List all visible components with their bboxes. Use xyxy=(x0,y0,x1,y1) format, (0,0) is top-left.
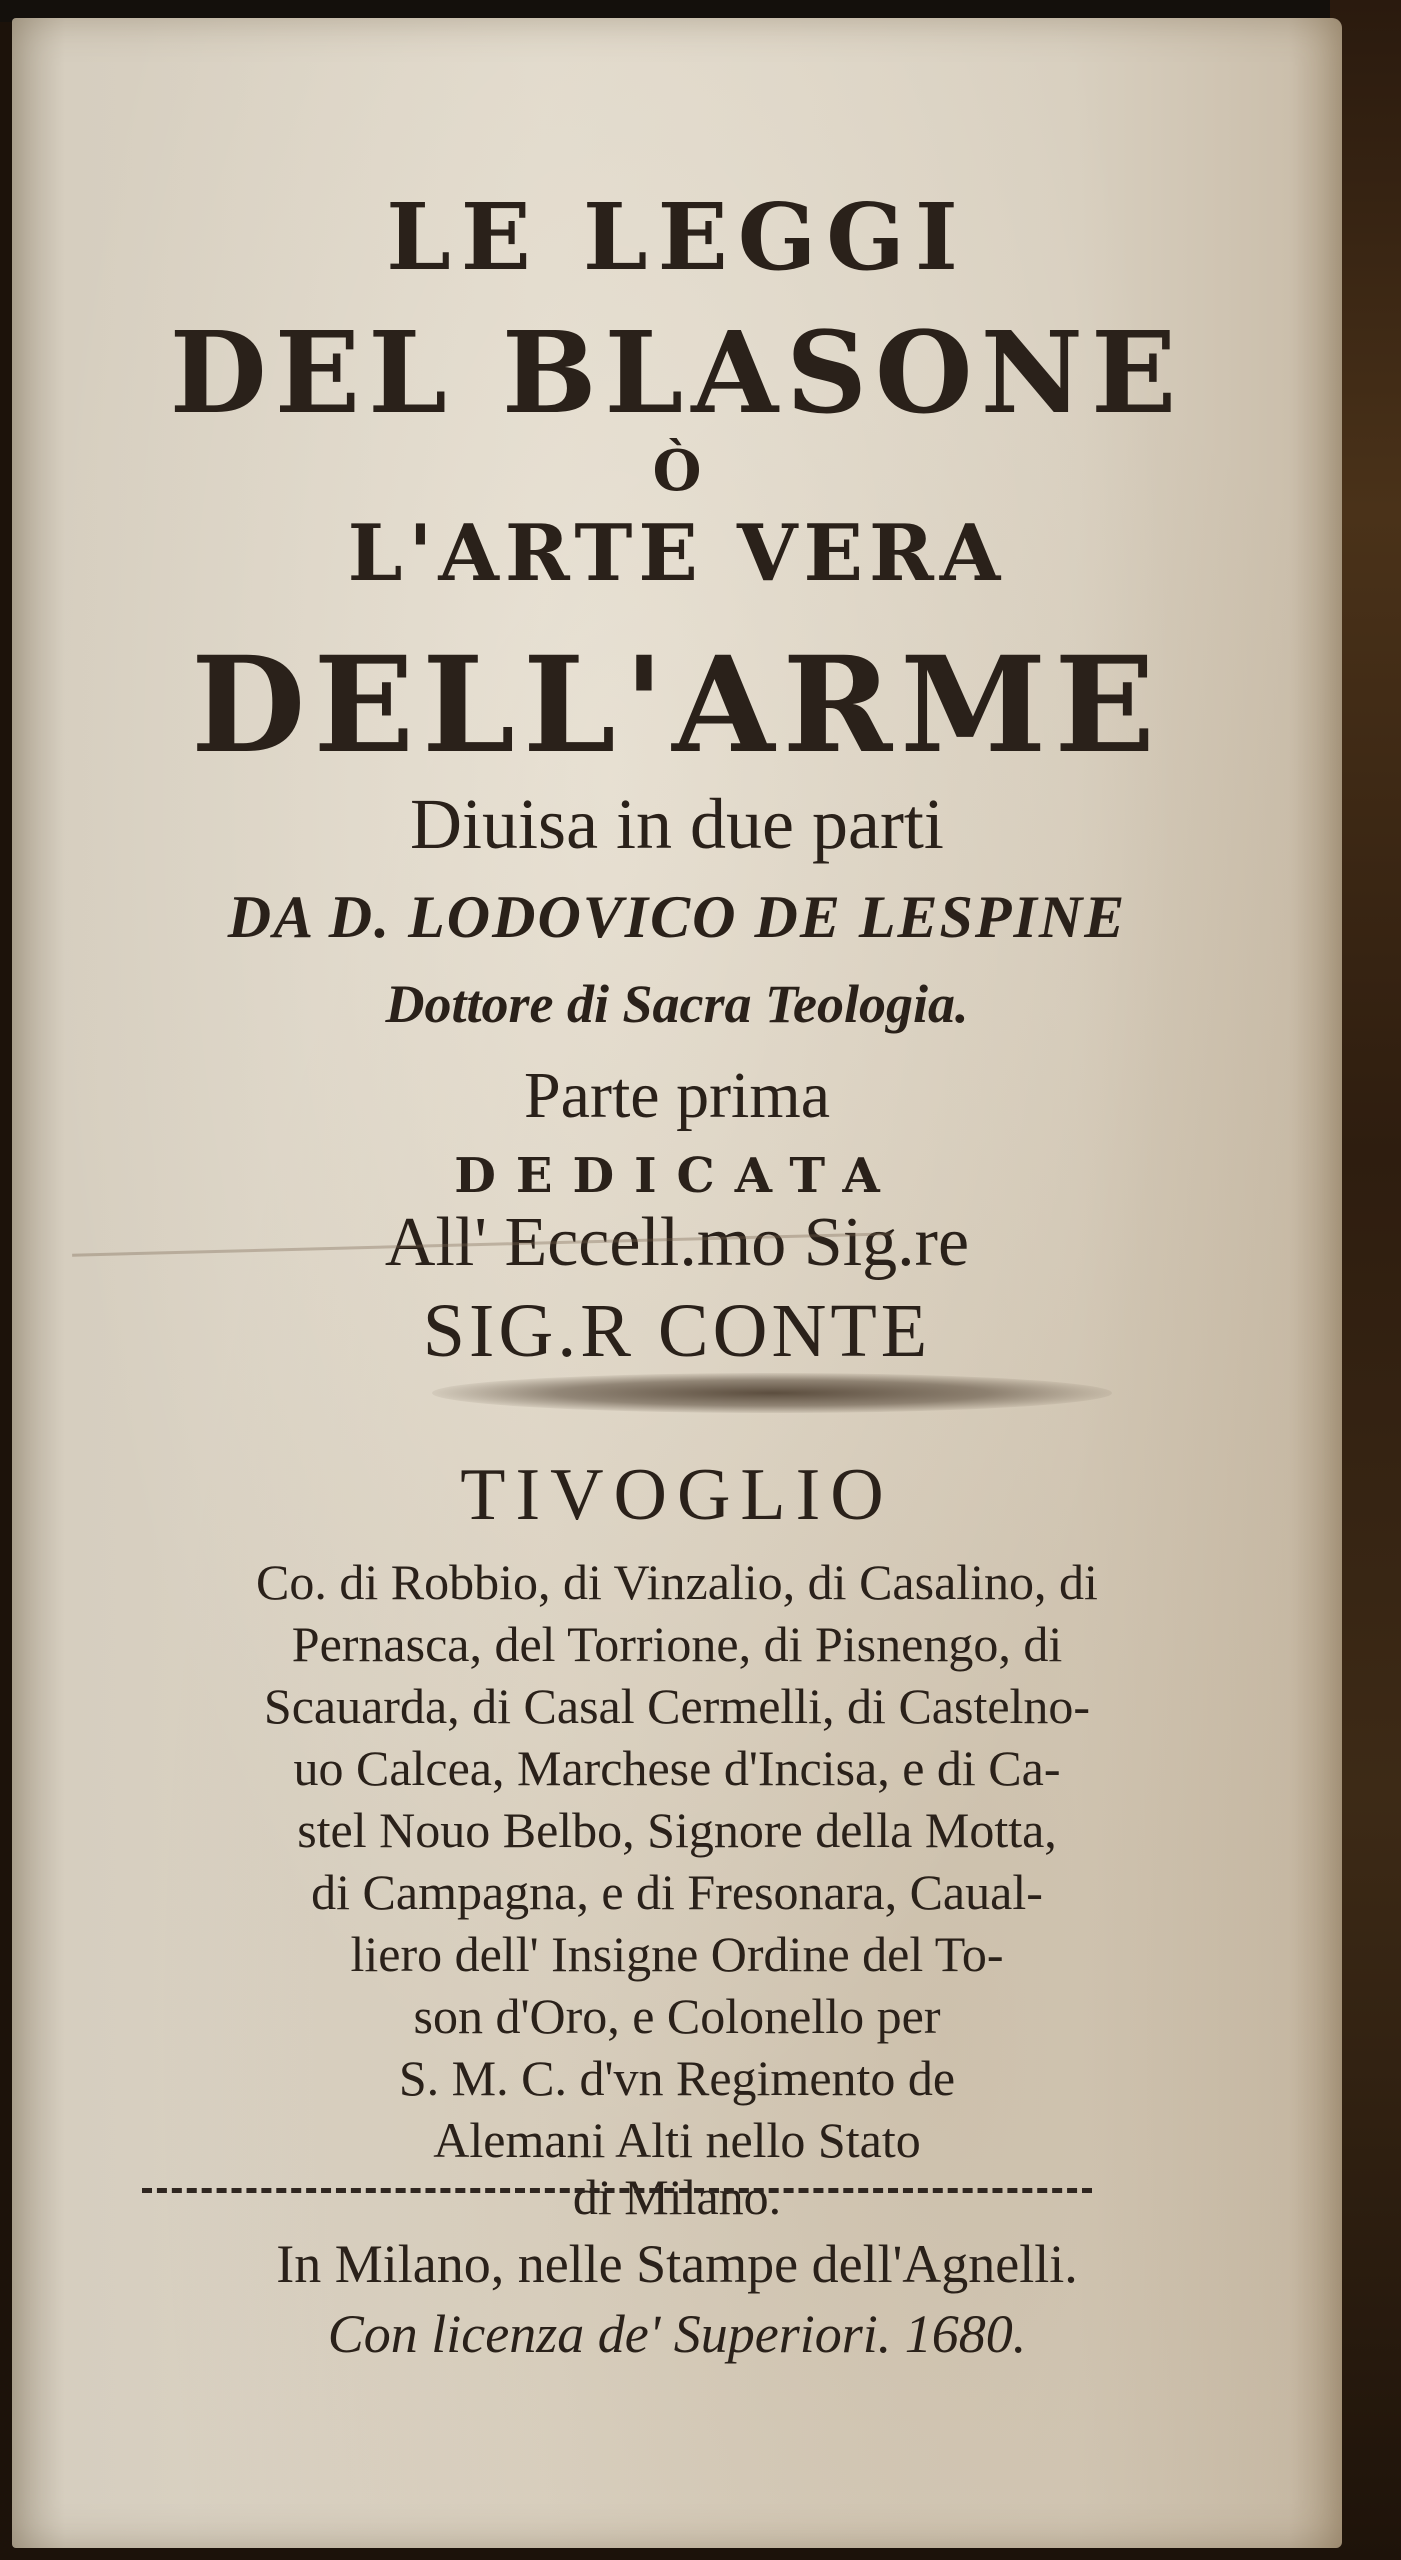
titles-line: S. M. C. d'vn Regimento de xyxy=(398,2050,956,2106)
titles-line: di Campagna, e di Fresonara, Caual- xyxy=(311,1864,1043,1920)
titles-line: Scauarda, di Casal Cermelli, di Castelno- xyxy=(263,1678,1091,1734)
titles-line: Co. di Robbio, di Vinzalio, di Casalino, di xyxy=(256,1554,1098,1610)
title-page xyxy=(12,18,1342,2548)
imprint-line-2: Con licenza de' Superiori. 1680. xyxy=(327,2304,1027,2364)
paper-stain xyxy=(432,1373,1112,1413)
author: DA D. LODOVICO DE LESPINE xyxy=(227,884,1127,950)
dedicatee-honorific: All' Eccell.mo Sig.re xyxy=(384,1204,970,1281)
subtitle: Diuisa in due parti xyxy=(410,784,944,864)
titles-line: Pernasca, del Torrione, di Pisnengo, di xyxy=(291,1616,1063,1672)
author-degree: Dottore di Sacra Teologia. xyxy=(385,974,969,1034)
dedicatee-name: TIVOGLIO xyxy=(460,1454,894,1536)
dedicatee-title: SIG.R CONTE xyxy=(422,1289,932,1373)
title-line-2: DEL BLASONE xyxy=(169,308,1185,439)
part: Parte prima xyxy=(523,1059,831,1132)
title-or: Ò xyxy=(652,438,702,504)
titles-line: stel Nouo Belbo, Signore della Motta, xyxy=(297,1802,1057,1858)
titles-line: uo Calcea, Marchese d'Incisa, e di Ca- xyxy=(293,1740,1061,1796)
title-line-3: L'ARTE VERA xyxy=(347,508,1007,599)
titles-line: son d'Oro, e Colonello per xyxy=(413,1988,941,2044)
titles-line: Alemani Alti nello Stato xyxy=(433,2112,921,2168)
titles-line: liero dell' Insigne Ordine del To- xyxy=(350,1926,1004,1982)
title-line-4: DELL'ARME xyxy=(191,628,1163,783)
title-line-1: LE LEGGI xyxy=(386,183,968,291)
imprint-line-1: In Milano, nelle Stampe dell'Agnelli. xyxy=(276,2234,1078,2294)
dedication: DEDICATA xyxy=(454,1148,900,1204)
titles-line: di Milano. xyxy=(572,2169,782,2225)
decorative-rule xyxy=(142,2188,1092,2193)
